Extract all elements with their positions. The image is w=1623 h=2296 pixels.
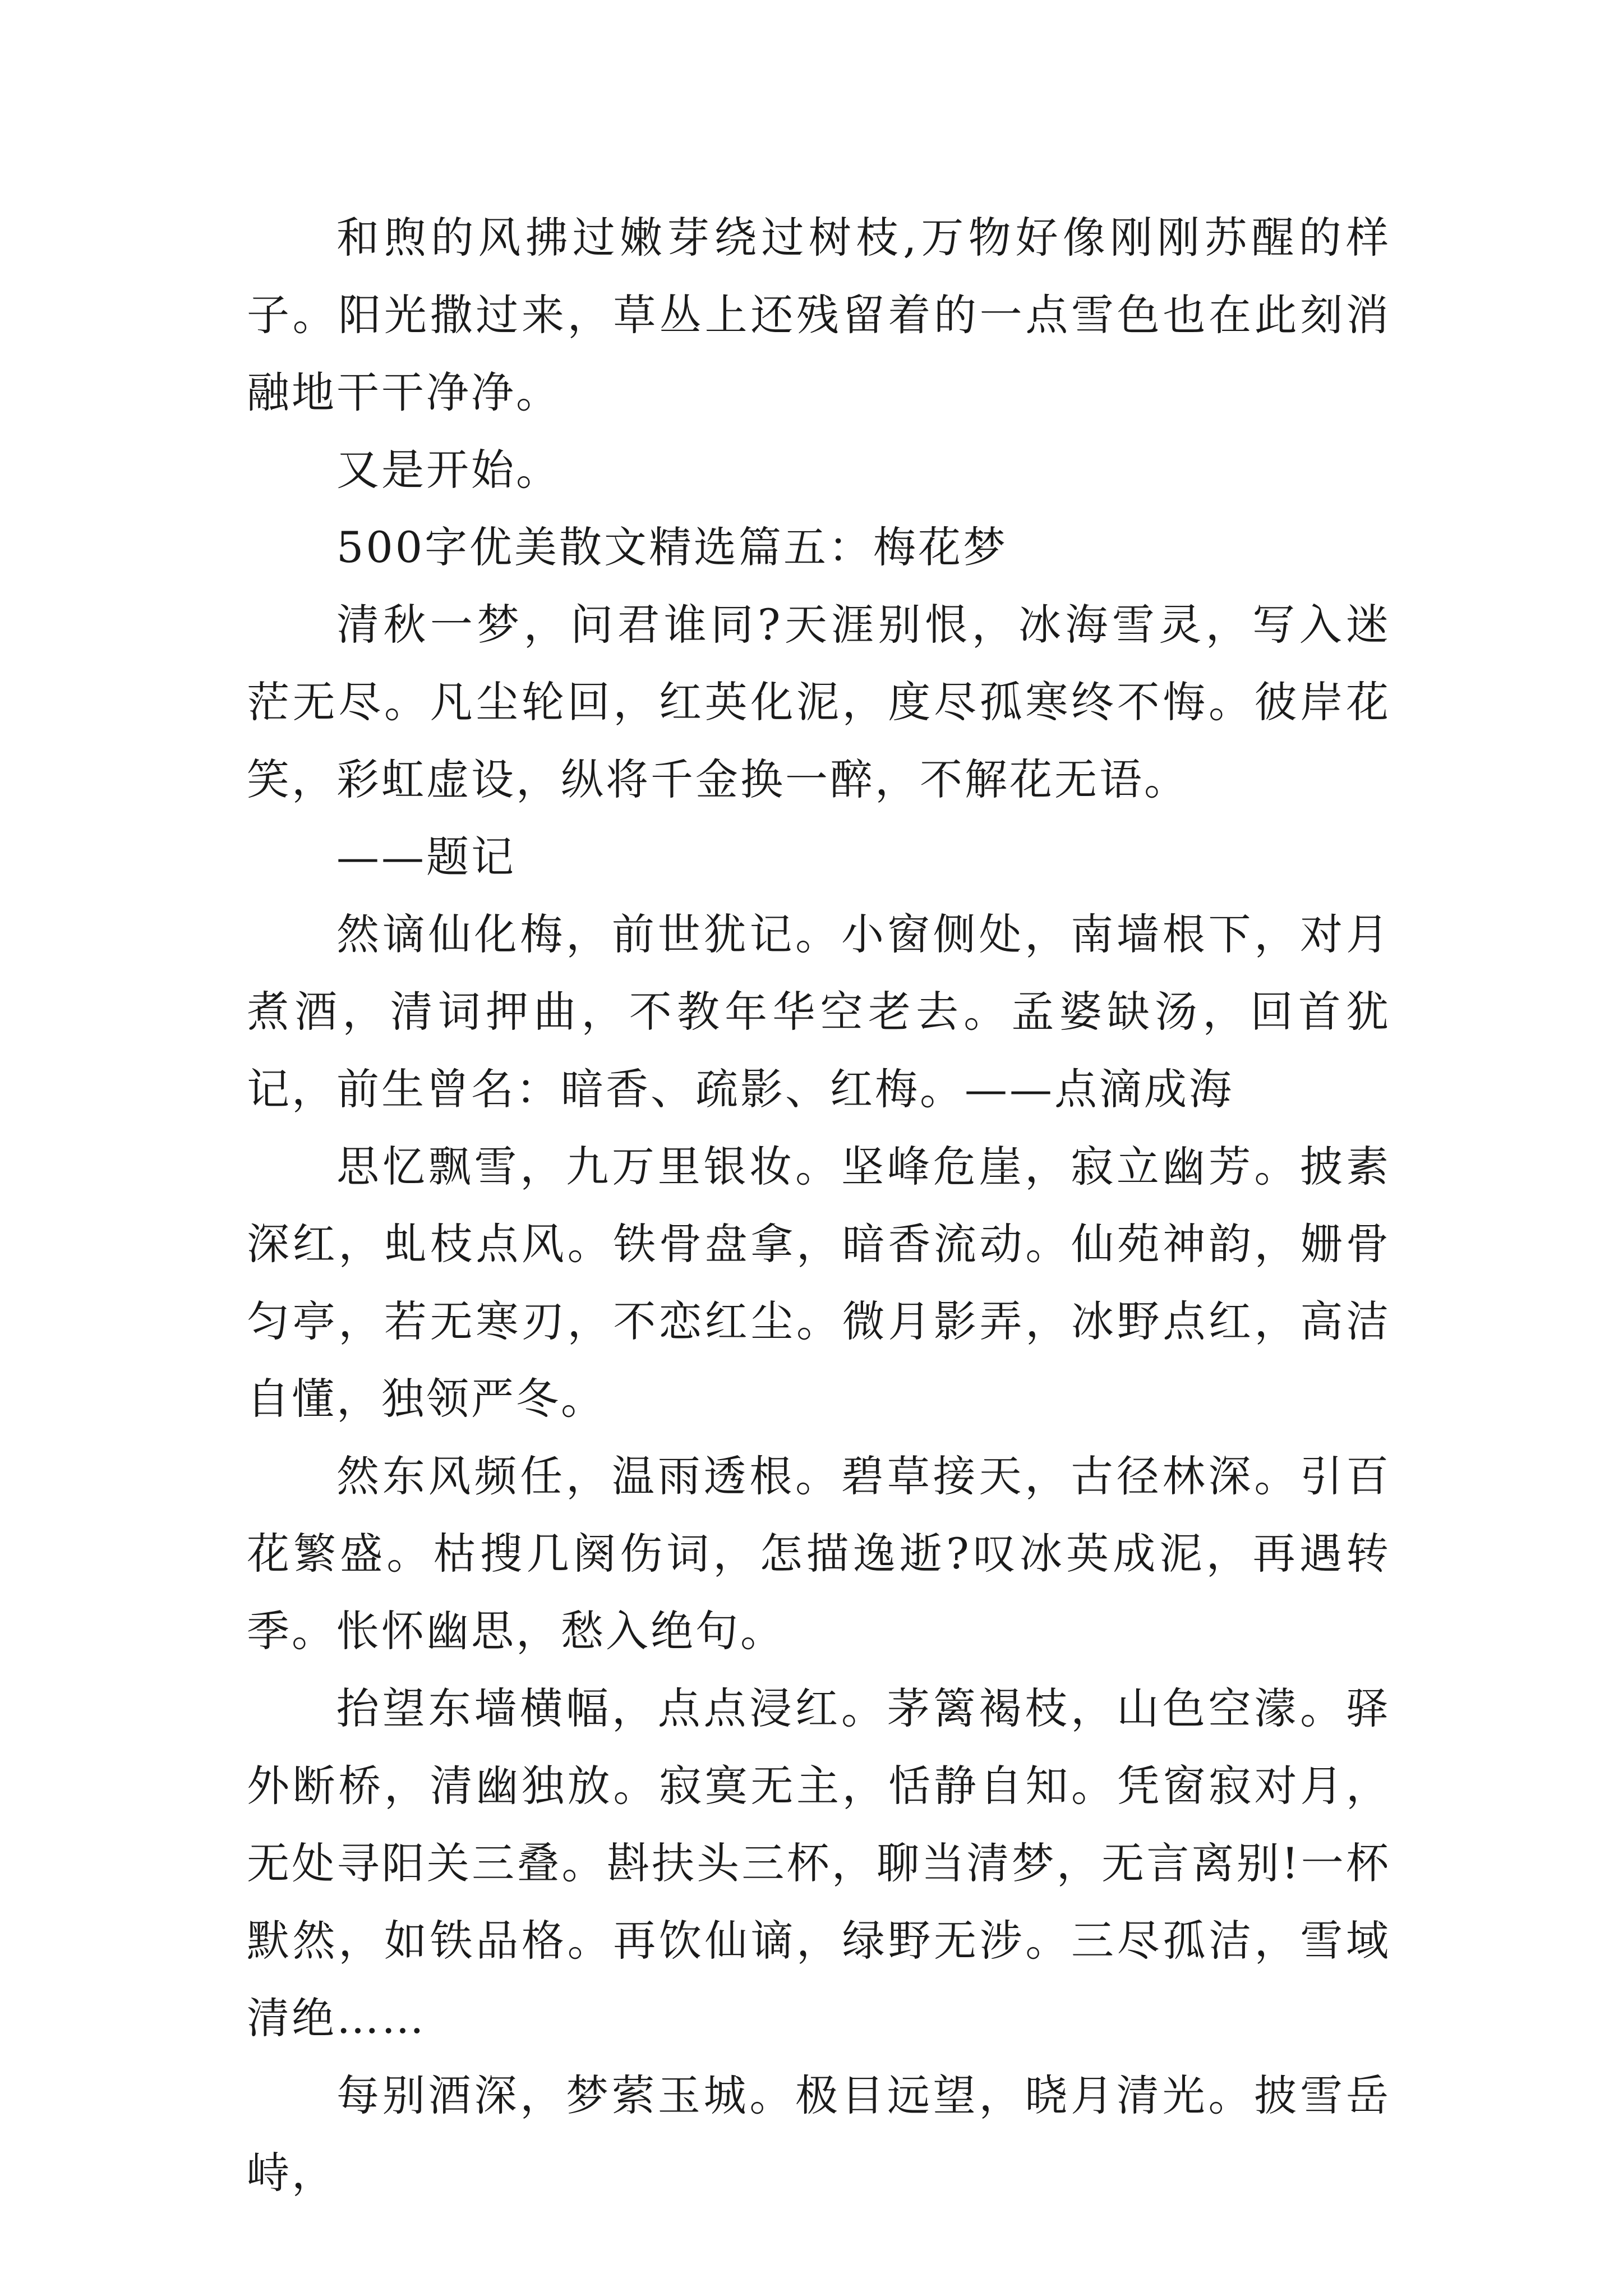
paragraph-6: 然东风频任，温雨透根。碧草接天，古径林深。引百花繁盛。枯搜几阕伤词，怎描逸逝?叹冰英成泥，再遇转季。怅怀幽思，愁入绝句。 [247,1451,1391,1656]
paragraph-5: 思忆飘雪，九万里银妆。坚峰危崖，寂立幽芳。披素深红，虬枝点风。铁骨盘拿，暗香流动。仙苑神韵，姗骨匀亭，若无寒刃，不恋红尘。微月影弄，冰野点红，高洁自懂，独领严冬。 [247,1142,1391,1424]
paragraph-2: 又是开始。 [336,445,561,495]
paragraph-7: 抬望东墙横幅，点点浸红。茅篱褐枝，山色空濛。驿外断桥，清幽独放。寂寞无主，恬静自知。凭窗寂对月，无处寻阳关三叠。斟扶头三杯，聊当清梦，无言离别!一杯默然，如铁品格。再饮仙谪，绿野无涉。三尽孤洁，雪域清绝…… [247,1683,1391,2043]
paragraph-8: 每别酒深，梦萦玉城。极目远望，晓月清光。披雪岳峙， [247,2070,1391,2198]
epigraph-attribution: ——题记 [336,832,516,882]
paragraph-4: 然谪仙化梅，前世犹记。小窗侧处，南墙根下，对月煮酒，清词押曲，不教年华空老去。孟婆缺汤，回首犹记，前生曾名：暗香、疏影、红梅。——点滴成海 [247,909,1391,1114]
paragraph-3: 清秋一梦，问君谁同?天涯别恨，冰海雪灵，写入迷茫无尽。凡尘轮回，红英化泥，度尽孤寒终不悔。彼岸花笑，彩虹虚设，纵将千金换一醉，不解花无语。 [247,600,1391,804]
section-heading: 500字优美散文精选篇五：梅花梦 [336,522,1008,572]
essay-body [247,199,1391,2212]
paragraph-1: 和煦的风拂过嫩芽绕过树枝,万物好像刚刚苏醒的样子。阳光撒过来，草丛上还残留着的一点雪色也在此刻消融地干干净净。 [247,213,1391,417]
